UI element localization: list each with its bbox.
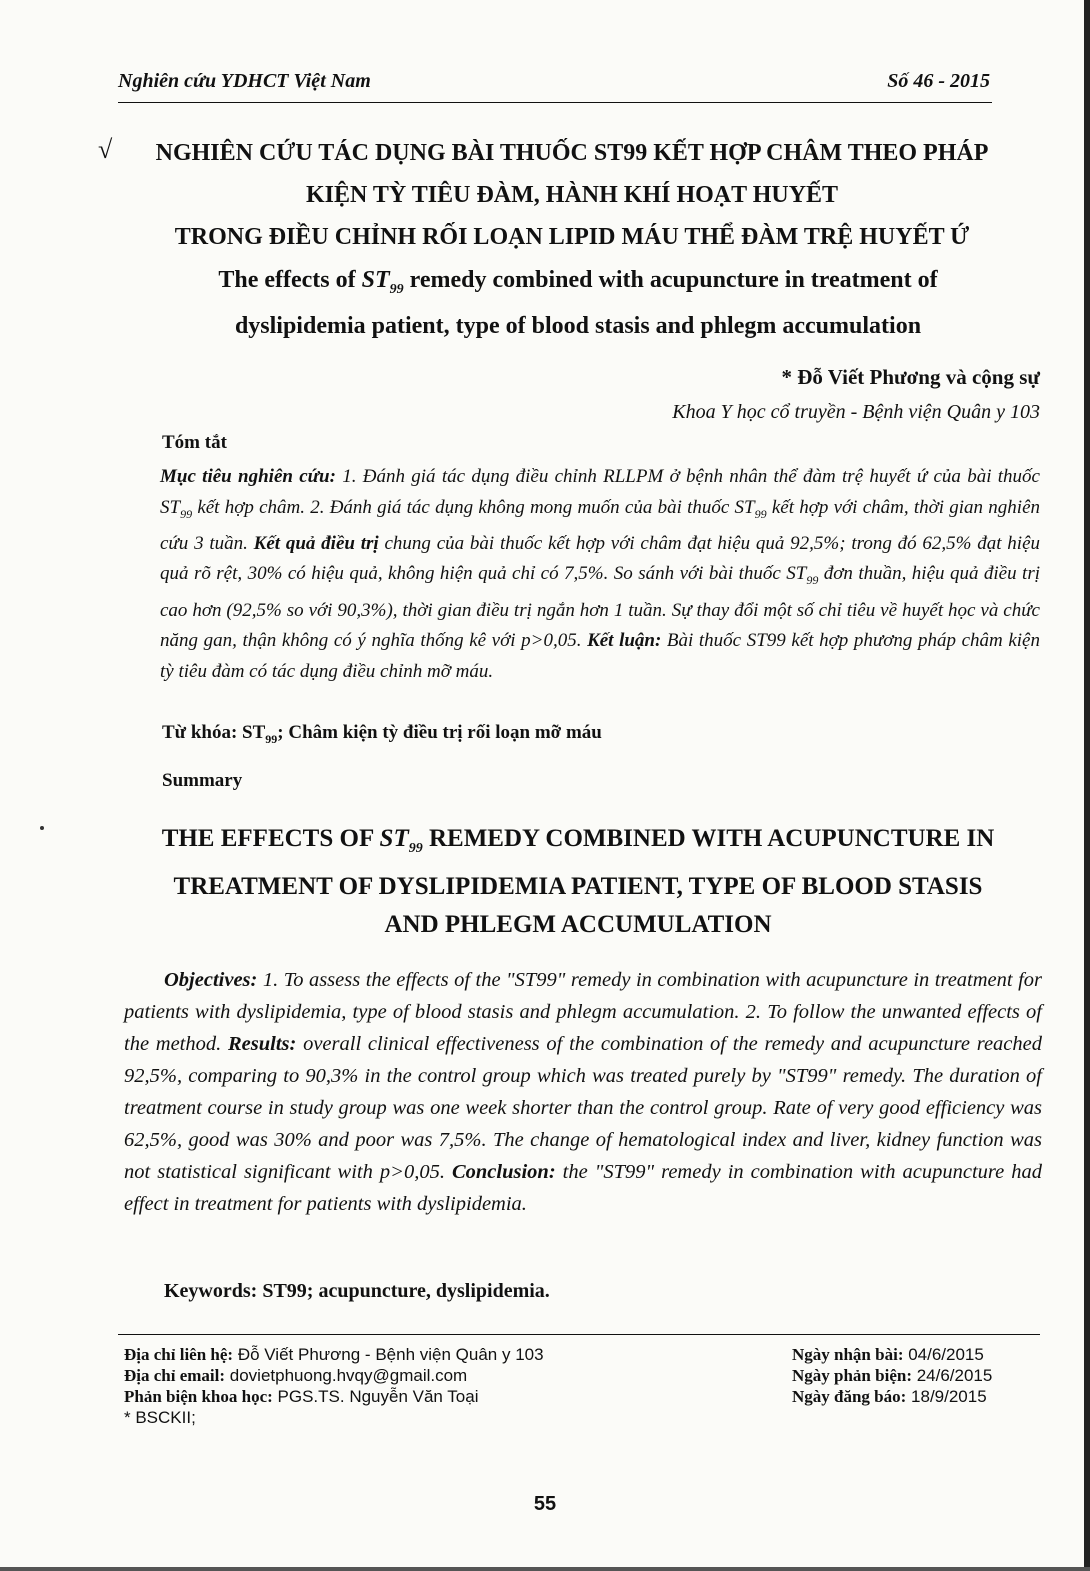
title-en-line-2: dyslipidemia patient, type of blood stasis and phlegm accumulation	[234, 312, 922, 339]
contact-address: Địa chỉ liên hệ: Đỗ Viết Phương - Bệnh viện Quân y 103	[124, 1345, 544, 1364]
title-vi-line-3: TRONG ĐIỀU CHỈNH RỐI LOẠN LIPID MÁU THỂ ĐÀM TRỆ HUYẾT Ứ	[174, 224, 970, 250]
results-label-en: Results:	[227, 1033, 297, 1055]
article-title-english	[118, 262, 1038, 345]
title-vi-line-1: NGHIÊN CỨU TÁC DỤNG BÀI THUỐC ST99 KẾT HỢP CHÂM THEO PHÁP	[155, 140, 989, 166]
contact-email: Địa chỉ email: dovietphuong.hvqy@gmail.com	[124, 1366, 468, 1385]
running-header	[118, 68, 990, 96]
scan-speck	[40, 826, 44, 830]
summary-title-line-3: AND PHLEGM ACCUMULATION	[384, 911, 772, 938]
date-published: Ngày đăng báo: 18/9/2015	[792, 1387, 987, 1406]
affiliation: Khoa Y học cổ truyền - Bệnh viện Quân y 103	[672, 401, 1040, 423]
summary-title	[108, 820, 1048, 944]
journal-name: Nghiên cứu YDHCT Việt Nam	[118, 70, 371, 92]
title-en-line-1: The effects of $ST_{99}$ remedy combined with acupuncture in treatment of	[218, 267, 938, 297]
title-vi-line-2: KIỆN TỲ TIÊU ĐÀM, HÀNH KHÍ HOẠT HUYẾT	[305, 182, 839, 208]
conclusion-label-vi: Kết luận:	[587, 630, 662, 652]
author-line: * Đỗ Viết Phương và cộng sự	[781, 365, 1040, 389]
results-label-vi: Kết quả điều trị	[253, 532, 379, 554]
abstract-heading-vi: Tóm tắt	[162, 432, 227, 453]
article-title-vietnamese	[112, 132, 1032, 258]
objectives-label-vi: Mục tiêu nghiên cứu:	[160, 466, 336, 487]
abstract-english: Objectives: 1. To assess the effects of the "ST99" remedy in combination with acupuncture in treatment for patients with dyslipidemia, type of blood stasis and phlegm accumulation. 2. To follow the unwanted effects of the method. Results: overall clinical effectiveness of the combination of the remedy and acupuncture reached 92,5%, comparing to 90,3% in the control group which was treated purely by "ST99" remedy. The duration of treatment course in study group was one week shorter than the control group. Rate of very good efficiency was 62,5%, good was 30% and poor was 7,5%. The change of hematological index and liver, kidney function was not statistical significant with p>0,05. Conclusion: the "ST99" remedy in combination with acupuncture had effect in treatment for patients with dyslipidemia.	[124, 969, 1042, 1215]
scan-border-right	[1084, 0, 1090, 1571]
conclusion-label-en: Conclusion:	[451, 1161, 556, 1183]
scan-border-bottom	[0, 1567, 1090, 1571]
footer-contact-block	[124, 1344, 544, 1428]
summary-title-line-2: TREATMENT OF DYSLIPIDEMIA PATIENT, TYPE OF BLOOD STASIS	[173, 873, 983, 900]
keywords-english: Keywords: ST99; acupuncture, dyslipidemia.	[164, 1280, 550, 1302]
scientific-reviewer: Phản biện khoa học: PGS.TS. Nguyễn Văn Toại	[124, 1387, 479, 1406]
abstract-vietnamese: Mục tiêu nghiên cứu: 1. Đánh giá tác dụng điều chỉnh RLLPM ở bệnh nhân thể đàm trệ huyết ứ của bài thuốc $ST_{99}$ kết hợp châm. 2. Đánh giá tác dụng không mong muốn của bài thuốc $ST_{99}$ kết hợp với châm, thời gian nghiên cứu 3 tuần. Kết quả điều trị chung của bài thuốc kết hợp với châm đạt hiệu quả 92,5%; trong đó 62,5% đạt hiệu quả rõ rệt, 30% có hiệu quả, không hiện quả chỉ có 7,5%. So sánh với bài thuốc $ST_{99}$ đơn thuần, hiệu quả điều trị cao hơn (92,5% so với 90,3%), thời gian điều trị ngắn hơn 1 tuần. Sự thay đổi một số chỉ tiêu về huyết học và chức năng gan, thận không có ý nghĩa thống kê với p>0,05. Kết luận: Bài thuốc ST99 kết hợp phương pháp châm kiện tỳ tiêu đàm có tác dụng điều chỉnh mỡ máu.	[160, 466, 1041, 682]
header-divider	[118, 102, 992, 103]
handwritten-check-mark: √	[98, 135, 113, 164]
date-reviewed: Ngày phản biện: 24/6/2015	[792, 1366, 993, 1385]
objectives-label-en: Objectives:	[164, 969, 258, 991]
footer-divider	[118, 1334, 1040, 1335]
author-degree-note: * BSCKII;	[124, 1408, 196, 1427]
page-number: 55	[533, 1493, 557, 1515]
date-received: Ngày nhận bài: 04/6/2015	[792, 1345, 984, 1364]
summary-title-line-1: THE EFFECTS OF $ST_{99}$ REMEDY COMBINED WITH ACUPUNCTURE IN	[161, 825, 995, 856]
summary-heading: Summary	[162, 770, 243, 791]
issue-number: Số 46 - 2015	[887, 70, 990, 92]
keywords-vietnamese: Từ khóa: $ST_{99}$; Châm kiện tỳ điều trị rối loạn mỡ máu	[162, 722, 602, 746]
footer-dates-block	[792, 1344, 992, 1407]
